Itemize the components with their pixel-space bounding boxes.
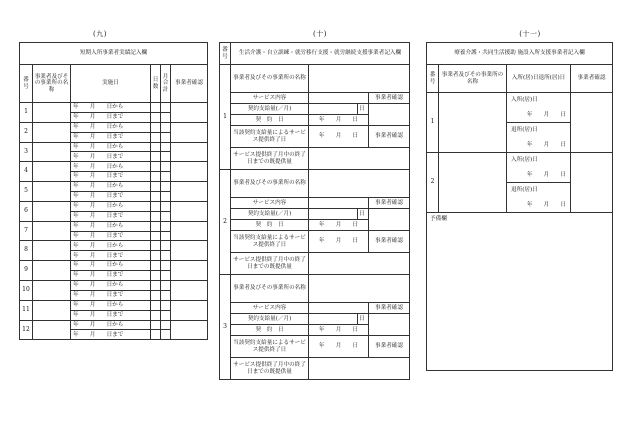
- confirm-cell[interactable]: [171, 201, 208, 221]
- provider-input[interactable]: [309, 65, 410, 93]
- confirm-cell[interactable]: [171, 142, 208, 162]
- residential-title: 療養介護・共同生活援助 施設入所支援事業者記入欄: [427, 43, 613, 65]
- confirm-label: 事業者確認: [369, 126, 410, 148]
- days-cell[interactable]: [151, 201, 161, 211]
- monthly-total-cell[interactable]: [161, 211, 171, 221]
- contract-date-input[interactable]: 年 月 日: [309, 325, 369, 336]
- col-header-number: 番号: [220, 43, 231, 65]
- days-cell[interactable]: [151, 300, 161, 310]
- monthly-total-cell[interactable]: [161, 142, 171, 152]
- end-date-input[interactable]: 年 月 日: [309, 231, 369, 253]
- col-header-monthly-total: 月合計: [161, 65, 171, 103]
- date-to[interactable]: 年 月 日まで: [71, 211, 151, 221]
- days-cell[interactable]: [151, 320, 161, 330]
- end-date-input[interactable]: 年 月 日: [309, 126, 369, 148]
- contract-date-label: 契 約 日: [231, 115, 309, 126]
- monthly-total-cell[interactable]: [161, 271, 171, 281]
- days-cell[interactable]: [151, 261, 161, 271]
- monthly-total-cell[interactable]: [161, 320, 171, 330]
- days-cell[interactable]: [151, 330, 161, 340]
- confirm-cell[interactable]: [171, 261, 208, 281]
- entry-date-value[interactable]: 年 月 日: [507, 168, 571, 183]
- provider-cell[interactable]: [33, 103, 71, 123]
- contract-amount-input[interactable]: [309, 209, 358, 220]
- provider-cell[interactable]: [33, 122, 71, 142]
- col-header-confirm: 事業者確認: [571, 65, 613, 93]
- days-cell[interactable]: [151, 103, 161, 113]
- contract-date-label: 契 約 日: [231, 220, 309, 231]
- date-from[interactable]: 年 月 日から: [71, 142, 151, 152]
- short-stay-title: 短期入所事業者実績記入欄: [20, 43, 208, 65]
- days-cell[interactable]: [151, 192, 161, 202]
- used-amount-label: サービス提供終了月中の終了日までの既提供量: [231, 358, 309, 380]
- monthly-total-cell[interactable]: [161, 221, 171, 231]
- entry-number: 1: [220, 65, 231, 170]
- date-from[interactable]: 年 月 日から: [71, 281, 151, 291]
- monthly-total-cell[interactable]: [161, 330, 171, 340]
- row-number: 7: [20, 221, 33, 241]
- days-cell[interactable]: [151, 281, 161, 291]
- monthly-total-cell[interactable]: [161, 281, 171, 291]
- day-unit: 日: [358, 314, 369, 325]
- monthly-total-cell[interactable]: [161, 241, 171, 251]
- provider-cell[interactable]: [33, 221, 71, 241]
- monthly-total-cell[interactable]: [161, 172, 171, 182]
- provider-cell[interactable]: [33, 281, 71, 301]
- provider-cell[interactable]: [33, 162, 71, 182]
- col-header-provider: 事業者及びその事業所の名称: [439, 65, 507, 93]
- row-number: 5: [20, 182, 33, 202]
- monthly-total-cell[interactable]: [161, 152, 171, 162]
- end-date-label: 当該契約支給量によるサービス提供終了日: [231, 231, 309, 253]
- used-amount-label: サービス提供終了月中の終了日までの既提供量: [231, 148, 309, 170]
- confirm-box[interactable]: [369, 209, 410, 231]
- date-to[interactable]: 年 月 日まで: [71, 290, 151, 300]
- confirm-box[interactable]: [369, 104, 410, 126]
- days-cell[interactable]: [151, 231, 161, 241]
- panel-nine: [19, 42, 208, 340]
- col-header-number: 番号: [20, 65, 33, 103]
- date-to[interactable]: 年 月 日まで: [71, 192, 151, 202]
- date-to[interactable]: 年 月 日まで: [71, 251, 151, 261]
- date-to[interactable]: 年 月 日まで: [71, 310, 151, 320]
- exit-date-label: 退所(居)日: [507, 123, 571, 138]
- provider-cell[interactable]: [33, 320, 71, 340]
- days-cell[interactable]: [151, 152, 161, 162]
- provider-cell[interactable]: [33, 201, 71, 221]
- days-cell[interactable]: [151, 290, 161, 300]
- date-to[interactable]: 年 月 日まで: [71, 231, 151, 241]
- panel-eleven-number: (十一): [519, 30, 541, 38]
- entry-number: 2: [427, 153, 439, 213]
- date-from[interactable]: 年 月 日から: [71, 182, 151, 192]
- contract-date-input[interactable]: 年 月 日: [309, 220, 369, 231]
- days-cell[interactable]: [151, 172, 161, 182]
- row-number: 9: [20, 261, 33, 281]
- date-from[interactable]: 年 月 日から: [71, 122, 151, 132]
- row-number: 11: [20, 300, 33, 320]
- row-number: 1: [20, 103, 33, 123]
- entry-number: 3: [220, 275, 231, 380]
- monthly-total-cell[interactable]: [161, 103, 171, 113]
- used-amount-label: サービス提供終了月中の終了日までの既提供量: [231, 253, 309, 275]
- days-cell[interactable]: [151, 221, 161, 231]
- monthly-total-cell[interactable]: [161, 162, 171, 172]
- panel-nine-number: (九): [93, 30, 107, 38]
- confirm-label: 事業者確認: [369, 336, 410, 358]
- contract-amount-input[interactable]: [309, 314, 358, 325]
- row-number: 4: [20, 162, 33, 182]
- col-header-dates: 入所(居)日退所(居)日: [507, 65, 571, 93]
- used-amount-input[interactable]: [309, 253, 410, 275]
- panel-ten: [219, 42, 410, 380]
- confirm-cell[interactable]: [571, 93, 613, 153]
- provider-input[interactable]: [309, 275, 410, 303]
- days-cell[interactable]: [151, 122, 161, 132]
- date-to[interactable]: 年 月 日まで: [71, 152, 151, 162]
- days-cell[interactable]: [151, 271, 161, 281]
- date-from[interactable]: 年 月 日から: [71, 261, 151, 271]
- provider-cell[interactable]: [33, 300, 71, 320]
- monthly-total-cell[interactable]: [161, 192, 171, 202]
- col-header-period: 実施日: [71, 65, 151, 103]
- confirm-cell[interactable]: [171, 221, 208, 241]
- entry-date-label: 入所(居)日: [507, 93, 571, 108]
- days-cell[interactable]: [151, 142, 161, 152]
- day-service-table: [219, 42, 410, 380]
- monthly-total-cell[interactable]: [161, 231, 171, 241]
- days-cell[interactable]: [151, 211, 161, 221]
- provider-label: 事業者及びその事業所の名称: [231, 65, 309, 93]
- exit-date-value[interactable]: 年 月 日: [507, 198, 571, 213]
- panel-eleven: [426, 42, 613, 371]
- day-unit: 日: [358, 104, 369, 115]
- confirm-cell[interactable]: [171, 320, 208, 340]
- date-from[interactable]: 年 月 日から: [71, 103, 151, 113]
- provider-cell[interactable]: [439, 153, 507, 213]
- date-from[interactable]: 年 月 日から: [71, 162, 151, 172]
- service-content-label: サービス内容: [231, 303, 309, 314]
- exit-date-label: 退所(居)日: [507, 183, 571, 198]
- monthly-total-cell[interactable]: [161, 261, 171, 271]
- contract-date-input[interactable]: 年 月 日: [309, 115, 369, 126]
- date-to[interactable]: 年 月 日まで: [71, 112, 151, 122]
- confirm-cell[interactable]: [171, 182, 208, 202]
- provider-cell[interactable]: [439, 93, 507, 153]
- entry-number: 2: [220, 170, 231, 275]
- service-content-label: サービス内容: [231, 198, 309, 209]
- notes-label: 予備欄: [430, 216, 447, 222]
- contract-amount-label: 契約支給量(／月): [231, 104, 309, 115]
- monthly-total-cell[interactable]: [161, 182, 171, 192]
- days-cell[interactable]: [151, 182, 161, 192]
- panel-ten-number: (十): [313, 30, 327, 38]
- contract-date-label: 契 約 日: [231, 325, 309, 336]
- date-from[interactable]: 年 月 日から: [71, 221, 151, 231]
- end-date-label: 当該契約支給量によるサービス提供終了日: [231, 336, 309, 358]
- day-unit: 日: [358, 209, 369, 220]
- service-content-label: サービス内容: [231, 93, 309, 104]
- row-number: 2: [20, 122, 33, 142]
- monthly-total-cell[interactable]: [161, 310, 171, 320]
- notes-area[interactable]: [427, 213, 613, 371]
- date-from[interactable]: 年 月 日から: [71, 300, 151, 310]
- provider-label: 事業者及びその事業所の名称: [231, 170, 309, 198]
- service-content-input[interactable]: [309, 93, 369, 104]
- confirm-cell[interactable]: [171, 281, 208, 301]
- day-service-title: 生活介護・自立訓練・就労移行支援・就労継続支援事業者記入欄: [231, 43, 410, 65]
- monthly-total-cell[interactable]: [161, 300, 171, 310]
- confirm-label: 事業者確認: [369, 231, 410, 253]
- monthly-total-cell[interactable]: [161, 132, 171, 142]
- date-to[interactable]: 年 月 日まで: [71, 271, 151, 281]
- days-cell[interactable]: [151, 162, 161, 172]
- provider-cell[interactable]: [33, 241, 71, 261]
- confirm-cell[interactable]: [171, 241, 208, 261]
- col-header-number: 番号: [427, 65, 439, 93]
- provider-input[interactable]: [309, 170, 410, 198]
- row-number: 8: [20, 241, 33, 261]
- entry-date-value[interactable]: 年 月 日: [507, 108, 571, 123]
- end-date-input[interactable]: 年 月 日: [309, 336, 369, 358]
- confirm-cell[interactable]: [571, 153, 613, 213]
- contract-amount-input[interactable]: [309, 104, 358, 115]
- confirm-label: 事業者確認: [369, 303, 410, 314]
- contract-amount-label: 契約支給量(／月): [231, 209, 309, 220]
- service-content-input[interactable]: [309, 303, 369, 314]
- row-number: 3: [20, 142, 33, 162]
- confirm-cell[interactable]: [171, 300, 208, 320]
- confirm-cell[interactable]: [171, 162, 208, 182]
- confirm-label: 事業者確認: [369, 93, 410, 104]
- row-number: 12: [20, 320, 33, 340]
- date-to[interactable]: 年 月 日まで: [71, 132, 151, 142]
- days-cell[interactable]: [151, 251, 161, 261]
- days-cell[interactable]: [151, 132, 161, 142]
- date-from[interactable]: 年 月 日から: [71, 201, 151, 211]
- monthly-total-cell[interactable]: [161, 290, 171, 300]
- short-stay-table: [19, 42, 208, 340]
- contract-amount-label: 契約支給量(／月): [231, 314, 309, 325]
- confirm-box[interactable]: [369, 314, 410, 336]
- days-cell[interactable]: [151, 310, 161, 320]
- entry-number: 1: [427, 93, 439, 153]
- monthly-total-cell[interactable]: [161, 251, 171, 261]
- provider-cell[interactable]: [33, 261, 71, 281]
- date-from[interactable]: 年 月 日から: [71, 241, 151, 251]
- date-to[interactable]: 年 月 日まで: [71, 172, 151, 182]
- row-number: 6: [20, 201, 33, 221]
- used-amount-input[interactable]: [309, 148, 410, 170]
- days-cell[interactable]: [151, 241, 161, 251]
- monthly-total-cell[interactable]: [161, 112, 171, 122]
- monthly-total-cell[interactable]: [161, 122, 171, 132]
- exit-date-value[interactable]: 年 月 日: [507, 138, 571, 153]
- entry-date-label: 入所(居)日: [507, 153, 571, 168]
- provider-cell[interactable]: [33, 142, 71, 162]
- used-amount-input[interactable]: [309, 358, 410, 380]
- col-header-confirm: 事業者確認: [171, 65, 208, 103]
- confirm-label: 事業者確認: [369, 198, 410, 209]
- service-content-input[interactable]: [309, 198, 369, 209]
- residential-table: [426, 42, 613, 371]
- confirm-cell[interactable]: [171, 103, 208, 123]
- confirm-cell[interactable]: [171, 122, 208, 142]
- date-to[interactable]: 年 月 日まで: [71, 330, 151, 340]
- date-from[interactable]: 年 月 日から: [71, 320, 151, 330]
- monthly-total-cell[interactable]: [161, 201, 171, 211]
- end-date-label: 当該契約支給量によるサービス提供終了日: [231, 126, 309, 148]
- col-header-days: 日数: [151, 65, 161, 103]
- col-header-provider: 事業者及びその事業所の名称: [33, 65, 71, 103]
- provider-label: 事業者及びその事業所の名称: [231, 275, 309, 303]
- provider-cell[interactable]: [33, 182, 71, 202]
- days-cell[interactable]: [151, 112, 161, 122]
- row-number: 10: [20, 281, 33, 301]
